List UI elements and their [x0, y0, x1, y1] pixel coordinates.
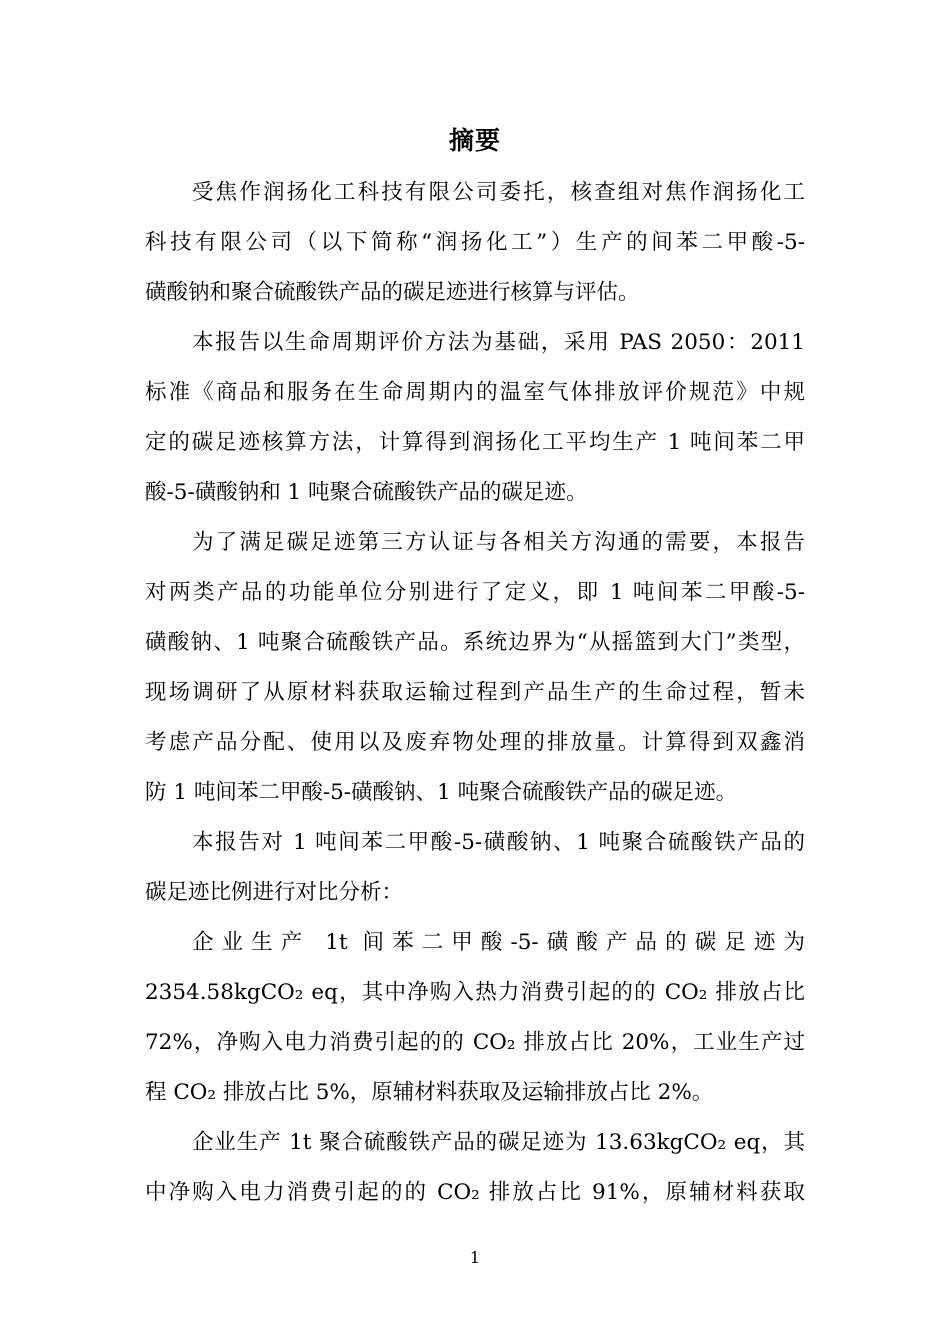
text-line: 科技有限公司（以下简称“润扬化工”）生产的间苯二甲酸-5- — [145, 230, 805, 255]
text-line: 受焦作润扬化工科技有限公司委托，核查组对焦作润扬化工 — [192, 180, 805, 205]
text-line: 防 1 吨间苯二甲酸-5-磺酸钠、1 吨聚合硫酸铁产品的碳足迹。 — [145, 780, 738, 805]
text-line: 中净购入电力消费引起的的 CO₂ 排放占比 91%，原辅材料获取 — [145, 1180, 805, 1205]
text-line: 企业生产 1t 聚合硫酸铁产品的碳足迹为 13.63kgCO₂ eq，其 — [192, 1130, 805, 1155]
text-line: 本报告对 1 吨间苯二甲酸-5-磺酸钠、1 吨聚合硫酸铁产品的 — [192, 830, 805, 855]
text-line: 本报告以生命周期评价方法为基础，采用 PAS 2050：2011 — [192, 330, 805, 355]
text-line: 标准《商品和服务在生命周期内的温室气体排放评价规范》中规 — [145, 380, 805, 405]
text-line: 程 CO₂ 排放占比 5%，原辅材料获取及运输排放占比 2%。 — [145, 1080, 714, 1105]
text-line: 碳足迹比例进行对比分析： — [145, 880, 404, 905]
text-line: 为了满足碳足迹第三方认证与各相关方沟通的需要，本报告 — [192, 530, 805, 555]
text-line: 考虑产品分配、使用以及废弃物处理的排放量。计算得到双鑫消 — [145, 730, 805, 755]
text-line: 酸-5-磺酸钠和 1 吨聚合硫酸铁产品的碳足迹。 — [145, 480, 588, 505]
abstract-title: 摘要 — [448, 126, 501, 155]
page-number: 1 — [469, 1248, 481, 1267]
text-line: 磺酸钠和聚合硫酸铁产品的碳足迹进行核算与评估。 — [145, 280, 640, 305]
abstract-body — [145, 168, 805, 1218]
text-line: 对两类产品的功能单位分别进行了定义，即 1 吨间苯二甲酸-5- — [145, 580, 805, 605]
text-line: 定的碳足迹核算方法，计算得到润扬化工平均生产 1 吨间苯二甲 — [145, 430, 805, 455]
text-line: 现场调研了从原材料获取运输过程到产品生产的生命过程，暂未 — [145, 680, 805, 705]
text-line: 企业生产 1t 间苯二甲酸-5-磺酸产品的碳足迹为 — [192, 930, 805, 955]
text-line: 72%，净购入电力消费引起的的 CO₂ 排放占比 20%，工业生产过 — [145, 1030, 805, 1055]
text-line: 2354.58kgCO₂ eq，其中净购入热力消费引起的的 CO₂ 排放占比 — [145, 980, 805, 1005]
text-line: 磺酸钠、1 吨聚合硫酸铁产品。系统边界为“从摇篮到大门”类型， — [145, 630, 805, 655]
